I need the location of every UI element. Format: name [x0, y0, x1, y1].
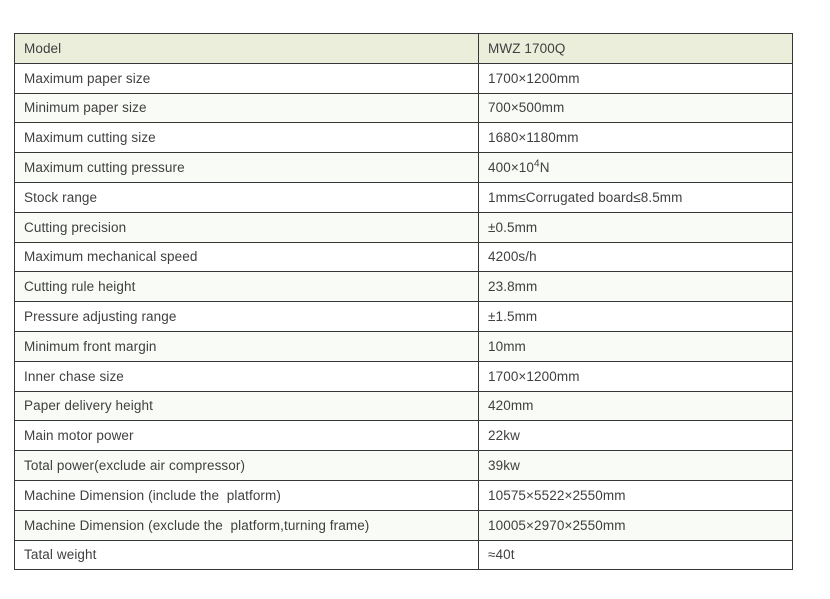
spec-value-cell: 22kw [479, 421, 793, 451]
spec-value-cell: 700×500mm [479, 93, 793, 123]
value-base: 400×10 [488, 160, 535, 176]
table-row [15, 242, 793, 272]
spec-label-cell: Total power(exclude air compressor) [15, 451, 479, 481]
table-row [15, 391, 793, 421]
table-row [15, 480, 793, 510]
table-header-row [15, 34, 793, 64]
spec-table-container [14, 33, 792, 570]
spec-label-cell: Maximum mechanical speed [15, 242, 479, 272]
spec-label-cell: Machine Dimension (exclude the platform,turning frame) [15, 510, 479, 540]
value-unit: N [539, 160, 550, 176]
table-row [15, 123, 793, 153]
spec-value-cell: ±0.5mm [479, 212, 793, 242]
spec-value-cell: 23.8mm [479, 272, 793, 302]
header-value-cell: MWZ 1700Q [479, 34, 793, 64]
spec-label-cell: Maximum cutting size [15, 123, 479, 153]
table-row [15, 540, 793, 570]
spec-label-cell: Inner chase size [15, 361, 479, 391]
spec-label-cell: Main motor power [15, 421, 479, 451]
spec-label-cell: Machine Dimension (include the platform) [15, 480, 479, 510]
table-row [15, 361, 793, 391]
spec-label-cell: Maximum cutting pressure [15, 153, 479, 183]
spec-value-cell: ≈40t [479, 540, 793, 570]
table-row [15, 212, 793, 242]
spec-label-cell: Minimum paper size [15, 93, 479, 123]
spec-label-cell: Cutting rule height [15, 272, 479, 302]
spec-value-cell: 1mm≤Corrugated board≤8.5mm [479, 182, 793, 212]
spec-value-cell [479, 153, 793, 183]
spec-label-cell: Minimum front margin [15, 331, 479, 361]
spec-value-cell: 4200s/h [479, 242, 793, 272]
table-row [15, 182, 793, 212]
table-row [15, 331, 793, 361]
header-label-cell: Model [15, 34, 479, 64]
spec-label-cell: Tatal weight [15, 540, 479, 570]
spec-label-cell: Pressure adjusting range [15, 302, 479, 332]
spec-value-cell: 10575×5522×2550mm [479, 480, 793, 510]
spec-value-cell: 1700×1200mm [479, 361, 793, 391]
spec-value-cell: ±1.5mm [479, 302, 793, 332]
spec-value-cell: 420mm [479, 391, 793, 421]
table-row [15, 451, 793, 481]
spec-label-cell: Stock range [15, 182, 479, 212]
spec-value-cell: 39kw [479, 451, 793, 481]
table-row [15, 510, 793, 540]
spec-value-cell: 10005×2970×2550mm [479, 510, 793, 540]
spec-value-cell: 1700×1200mm [479, 63, 793, 93]
value-exponent: 4 [534, 158, 540, 170]
table-row [15, 302, 793, 332]
spec-label-cell: Paper delivery height [15, 391, 479, 421]
table-row [15, 272, 793, 302]
table-row [15, 63, 793, 93]
table-row [15, 93, 793, 123]
machine-spec-table [14, 33, 793, 570]
table-row [15, 421, 793, 451]
spec-value-cell: 1680×1180mm [479, 123, 793, 153]
table-row [15, 153, 793, 183]
spec-value-cell: 10mm [479, 331, 793, 361]
spec-label-cell: Maximum paper size [15, 63, 479, 93]
spec-label-cell: Cutting precision [15, 212, 479, 242]
